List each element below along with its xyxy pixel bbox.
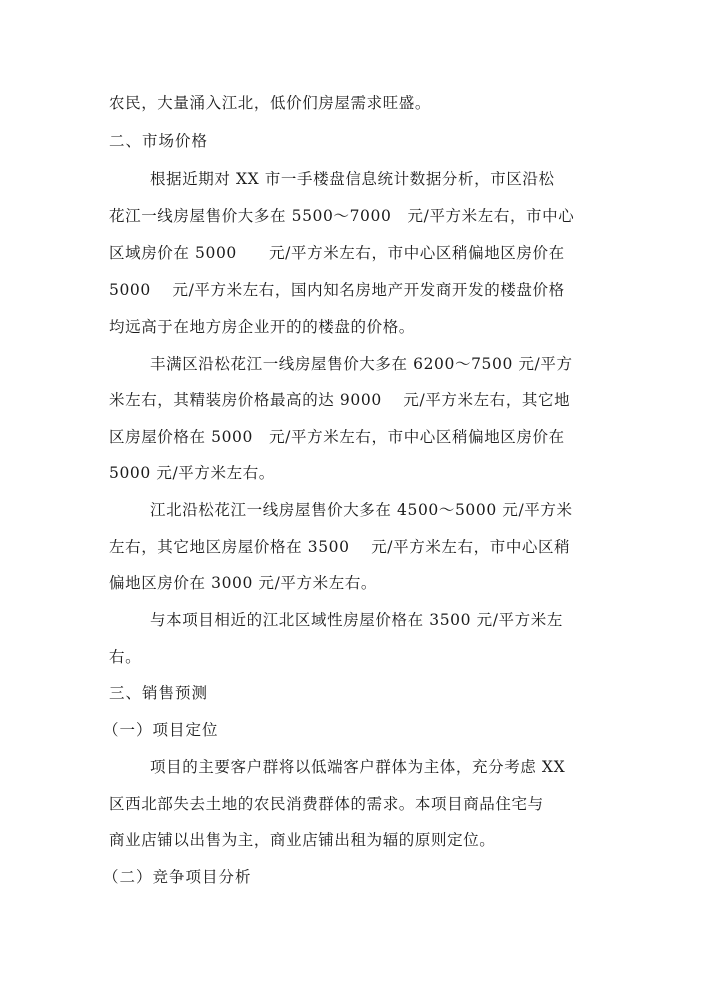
paragraph-line: 农民，大量涌入江北，低价们房屋需求旺盛。: [109, 94, 432, 112]
section-heading-market-price: 二、市场价格: [109, 132, 209, 150]
paragraph-line: 5000 元/平方米左右，国内知名房地产开发商开发的楼盘价格: [109, 281, 565, 299]
paragraph-line: 区西北部失去土地的农民消费群体的需求。本项目商品住宅与: [109, 795, 544, 813]
paragraph-line: 右。: [109, 648, 142, 666]
paragraph-line: 项目的主要客户群将以低端客户群体为主体，充分考虑 XX: [150, 758, 566, 776]
paragraph-line: 区域房价在 5000 元/平方米左右，市中心区稍偏地区房价在: [109, 244, 565, 262]
paragraph-line: 根据近期对 XX 市一手楼盘信息统计数据分析，市区沿松: [150, 170, 555, 188]
paragraph-line: 左右，其它地区房屋价格在 3500 元/平方米左右，市中心区稍: [109, 538, 571, 556]
paragraph-line: 区房屋价格在 5000 元/平方米左右，市中心区稍偏地区房价在: [109, 428, 565, 446]
paragraph-line: 偏地区房价在 3000 元/平方米左右。: [109, 574, 378, 592]
paragraph-line: 与本项目相近的江北区域性房屋价格在 3500 元/平方米左: [150, 611, 563, 629]
paragraph-line: 丰满区沿松花江一线房屋售价大多在 6200～7500 元/平方: [150, 355, 573, 373]
subsection-heading-positioning: （一）项目定位: [103, 721, 219, 739]
paragraph-line: 均远高于在地方房企业开的的楼盘的价格。: [109, 318, 415, 336]
paragraph-line: 米左右，其精装房价格最高的达 9000 元/平方米左右，其它地: [109, 391, 571, 409]
paragraph-line: 江北沿松花江一线房屋售价大多在 4500～5000 元/平方米: [150, 501, 573, 519]
subsection-heading-competitors: （二）竞争项目分析: [103, 868, 252, 886]
paragraph-line: 5000 元/平方米左右。: [109, 464, 275, 482]
paragraph-line: 商业店铺以出售为主，商业店铺出租为辐的原则定位。: [109, 831, 496, 849]
section-heading-sales-forecast: 三、销售预测: [109, 684, 209, 702]
paragraph-line: 花江一线房屋售价大多在 5500～7000 元/平方米左右，市中心: [109, 207, 575, 225]
